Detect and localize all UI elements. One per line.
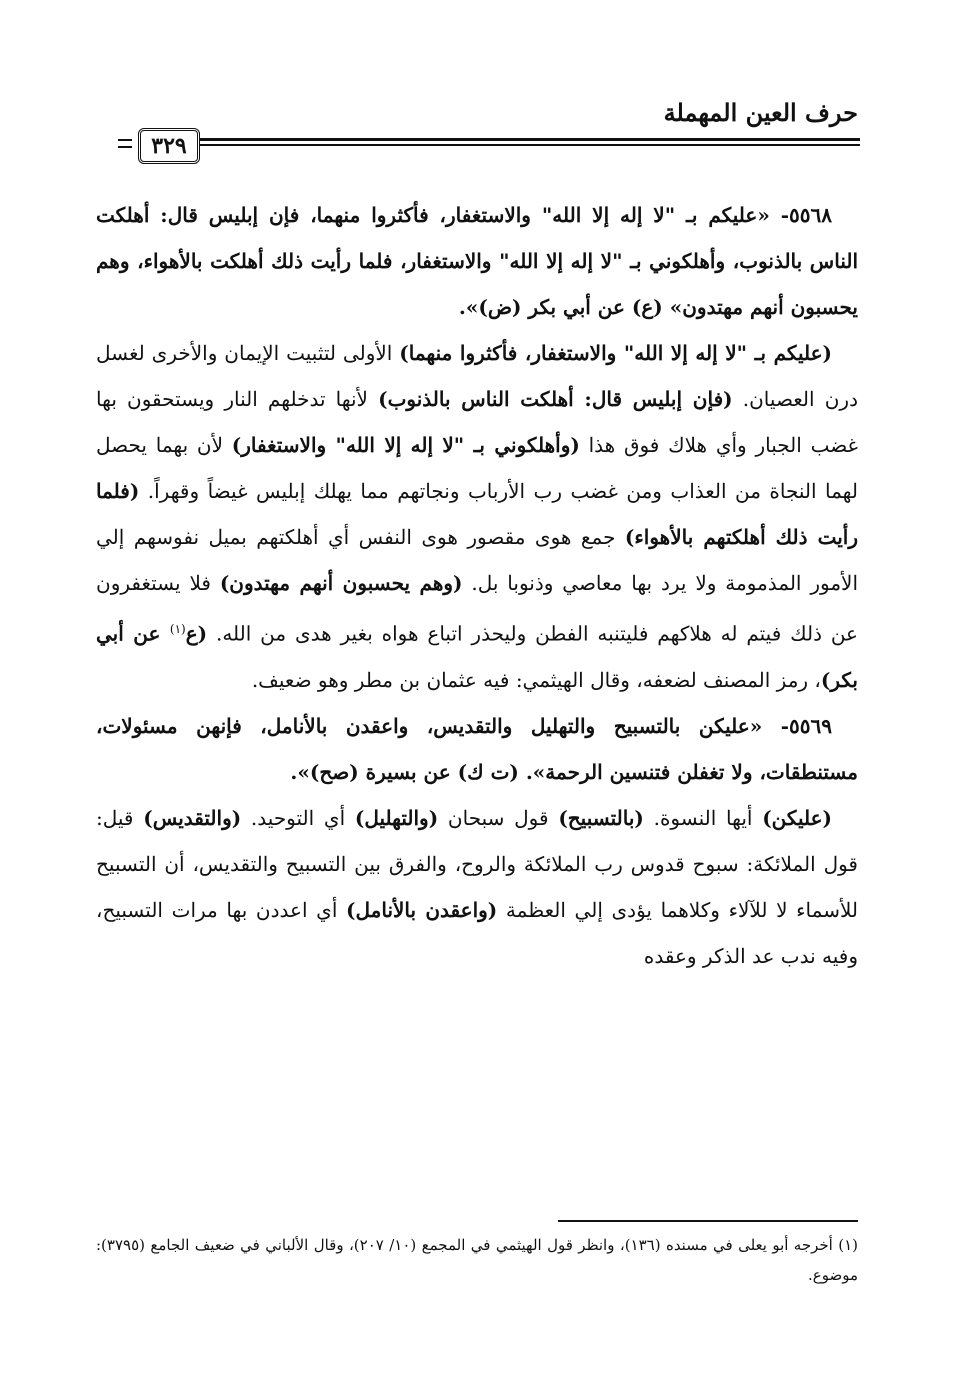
commentary-segment: أي التوحيد. [241,805,355,830]
commentary-segment: الأولى لتثبيت الإيمان والأخرى لغسل درن العصيان. [96,341,858,411]
footnote-marker[interactable]: (١) [169,622,186,636]
quoted-phrase: (واعقدن بالأنامل) [346,897,498,922]
quoted-phrase: (فإن إبليس قال: أهلكت الناس بالذنوب) [378,387,733,411]
footnote [96,1230,858,1290]
commentary-segment: أيها النسوة. [643,805,763,830]
quoted-phrase: (وأهلكوني بـ "لا إله إلا الله" والاستغفار) [231,433,580,457]
commentary-segment: قيل: قول الملائكة: سبوح قدوس رب الملائكة والروح، والفرق بين التسبيح والتقديس، أن التسبيح للأسماء لا للآلاء وكلاهما يؤدى إلي العظمة [96,805,858,922]
commentary-segment: ، رمز المصنف لضعفه، وقال الهيثمي: فيه عثمان بن مطر وهو ضعيف. [251,667,821,692]
quoted-phrase: (بالتسبيح) [558,805,644,830]
quoted-phrase: (وهم يحسبون أنهم مهتدون) [219,571,463,595]
hadith-text: «عليكم بـ "لا إله إلا الله" والاستغفار، فأكثروا منهما، فإن إبليس قال: أهلكت الناس بالذنوب، وأهلكوني بـ "لا إله إلا الله" والاستغفار، فلما رأيت ذلك أهلكت بالأهواء، وهم يحسبون أنهم مهتدون» (ع) عن أبي بكر (ض)». [96,203,858,319]
quoted-phrase: عن أبي بكر) [96,621,858,692]
hadith-5569 [96,703,858,795]
commentary-segment: لأن بهما يحصل لهما النجاة من العذاب ومن غضب رب الأرباب ونجاتهم مما يهلك إبليس غيضاً وقهراً. [96,433,858,503]
quoted-phrase: (فلما رأيت ذلك أهلكتهم بالأهواء) [96,479,858,549]
commentary-segment: جمع هوى مقصور هوى النفس أي أهلكتهم بميل نفوسهم إلي الأمور المذمومة ولا يرد بها معاصي وذنوبا بل. [96,525,858,595]
commentary-5568 [96,330,858,703]
quoted-phrase: (والتهليل) [354,805,439,830]
commentary-segment: فلا يستغفرون عن ذلك فيتم له هلاكهم فليتنبه الفطن وليحذر اتباع هواه بغير هدى من الله. [96,571,858,646]
commentary-5569 [96,795,858,979]
quoted-phrase: (عليكم بـ "لا إله إلا الله" والاستغفار، فأكثروا منهما) [399,341,833,365]
quoted-phrase: (ع [185,621,208,646]
main-text [96,192,858,979]
footnote-text: (١) أخرجه أبو يعلى في مسنده (١٣٦)، وانظر قول الهيثمي في المجمع (١٠/ ٢٠٧)، وقال الألباني في ضعيف الجامع (٣٧٩٥): موضوع. [96,1236,858,1284]
quoted-phrase: (عليكن) [762,805,833,830]
running-header-title: حرف العين المهملة [663,98,858,127]
page-number: ٣٢٩ [138,128,200,164]
footnote-separator [558,1220,858,1222]
commentary-segment: لأنها تدخلهم النار ويستحقون بها غضب الجبار وأي هلاك فوق هذا [96,387,859,457]
hadith-5568 [96,192,858,330]
commentary-segment: قول سبحان [438,805,559,830]
hadith-number: ٥٥٦٩- [762,713,833,738]
hadith-number: ٥٥٦٨- [769,203,833,227]
page-number-ornament [118,139,132,148]
header-rule-secondary [200,144,860,146]
commentary-segment: أي اعددن بها مرات التسبيح، وفيه ندب عد الذكر وعقده [96,897,858,968]
hadith-text: «عليكن بالتسبيح والتهليل والتقديس، واعقدن بالأنامل، فإنهن مسئولات، مستنطقات، ولا تغفلن فتنسين الرحمة». (ت ك) عن بسيرة (صح)». [96,713,858,784]
quoted-phrase: (والتقديس) [143,805,242,830]
header-rule [200,138,860,141]
